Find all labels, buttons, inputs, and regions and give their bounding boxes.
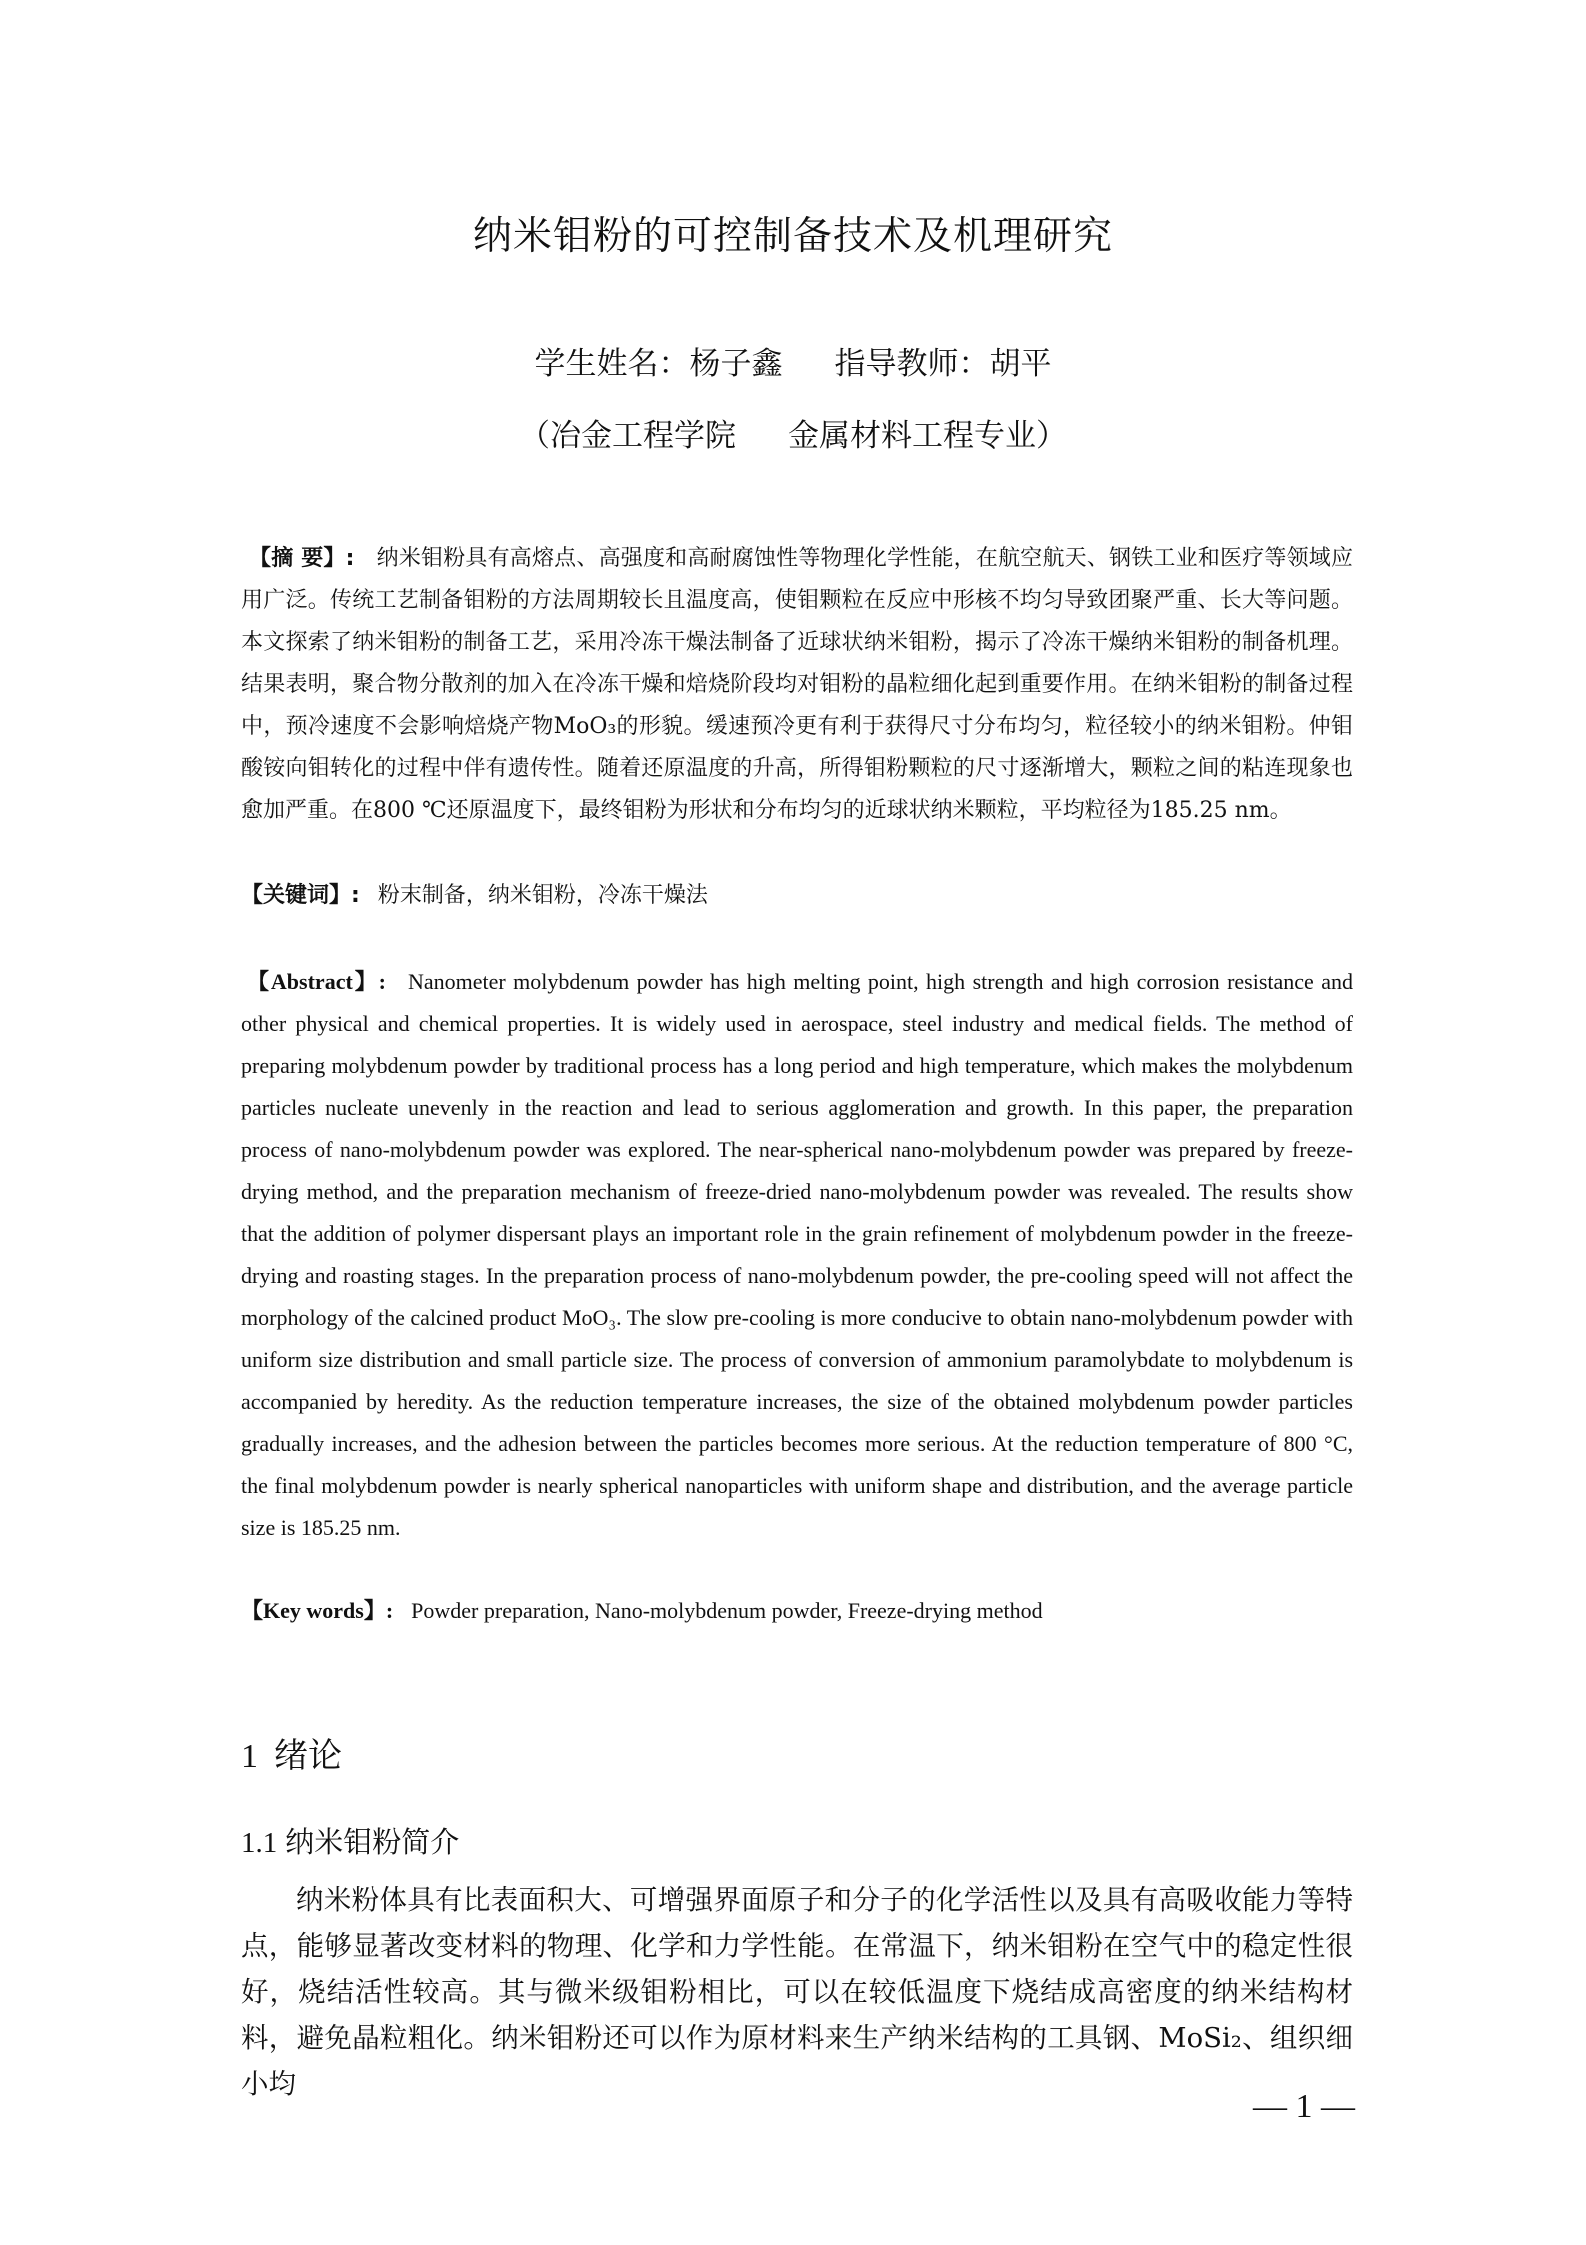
keywords-english-label: 【Key words】: — [241, 1598, 394, 1623]
abstract-chinese-text: 纳米钼粉具有高熔点、高强度和高耐腐蚀性等物理化学性能，在航空航天、钢铁工业和医疗等领域应用广泛。传统工艺制备钼粉的方法周期较长且温度高，使钼颗粒在反应中形核不均匀导致团聚严重、长大等问题。本文探索了纳米钼粉的制备工艺，采用冷冻干燥法制备了近球状纳米钼粉，揭示了冷冻干燥纳米钼粉的制备机理。结果表明，聚合物分散剂的加入在冷冻干燥和焙烧阶段均对钼粉的晶粒细化起到重要作用。在纳米钼粉的制备过程中，预冷速度不会影响焙烧产物MoO₃的形貌。缓速预冷更有利于获得尺寸分布均匀，粒径较小的纳米钼粉。仲钼酸铵向钼转化的过程中伴有遗传性。随着还原温度的升高，所得钼粉颗粒的尺寸逐渐增大，颗粒之间的粘连现象也愈加严重。在800 ℃还原温度下，最终钼粉为形状和分布均匀的近球状纳米颗粒，平均粒径为185.25 nm。 — [241, 546, 1353, 823]
keywords-chinese — [241, 875, 1353, 917]
abstract-chinese — [241, 538, 1353, 832]
advisor-name: 指导教师：胡平 — [834, 346, 1052, 382]
keywords-english-text: Powder preparation, Nano-molybdenum powder, Freeze-drying method — [411, 1598, 1043, 1623]
section-title: 绪论 — [274, 1736, 342, 1776]
section-number: 1 — [241, 1738, 258, 1775]
author-line — [0, 338, 1586, 383]
keywords-chinese-label: 【关键词】: — [241, 883, 360, 908]
section-heading-1 — [241, 1728, 342, 1777]
keywords-english — [241, 1590, 1353, 1632]
subsection-number: 1.1 — [241, 1827, 278, 1859]
paper-title: 纳米钼粉的可控制备技术及机理研究 — [472, 214, 1113, 259]
abstract-english-label: 【Abstract】: — [247, 969, 386, 994]
college-name: （冶金工程学院 — [519, 418, 736, 454]
subsection-title: 纳米钼粉简介 — [285, 1825, 460, 1859]
page-number: — 1 — — [1253, 2088, 1355, 2125]
major-name: 金属材料工程专业） — [788, 418, 1067, 454]
abstract-english-text: Nanometer molybdenum powder has high melting point, high strength and high corrosion resistance and other physical and chemical properties. It is widely used in aerospace, steel industry and medical fields. The method of preparing molybdenum powder by traditional process has a long period and high temperature, which makes the molybdenum particles nucleate unevenly in the reaction and lead to serious agglomeration and growth. In this paper, the preparation process of nano-molybdenum powder was explored. The near-spherical nano-molybdenum powder was prepared by freeze-drying method, and the preparation mechanism of freeze-dried nano-molybdenum powder was revealed. The results show that the addition of polymer dispersant plays an important role in the grain refinement of molybdenum powder in the freeze-drying and roasting stages. In the preparation process of nano-molybdenum powder, the pre-cooling speed will not affect the morphology of the calcined product MoO₃. The slow pre-cooling is more conducive to obtain nano-molybdenum powder with uniform size distribution and small particle size. The process of conversion of ammonium paramolybdate to molybdenum is accompanied by heredity. As the reduction temperature increases, the size of the obtained molybdenum powder particles gradually increases, and the adhesion between the particles becomes more serious. At the reduction temperature of 800 °C, the final molybdenum powder is nearly spherical nanoparticles with uniform shape and distribution, and the average particle size is 185.25 nm. — [241, 969, 1353, 1540]
body-paragraph: 纳米粉体具有比表面积大、可增强界面原子和分子的化学活性以及具有高吸收能力等特点，能够显著改变材料的物理、化学和力学性能。在常温下，纳米钼粉在空气中的稳定性很好，烧结活性较高。其与微米级钼粉相比，可以在较低温度下烧结成高密度的纳米结构材料，避免晶粒粗化。纳米钼粉还可以作为原材料来生产纳米结构的工具钢、MoSi₂、组织细小均 — [241, 1884, 1353, 2100]
abstract-english — [241, 961, 1353, 1549]
keywords-chinese-text: 粉末制备，纳米钼粉，冷冻干燥法 — [377, 883, 708, 908]
abstract-chinese-label: 【摘 要】: — [249, 546, 355, 571]
affiliation-line — [0, 410, 1586, 455]
subsection-heading-1-1 — [241, 1820, 459, 1861]
student-name: 学生姓名：杨子鑫 — [534, 346, 783, 382]
